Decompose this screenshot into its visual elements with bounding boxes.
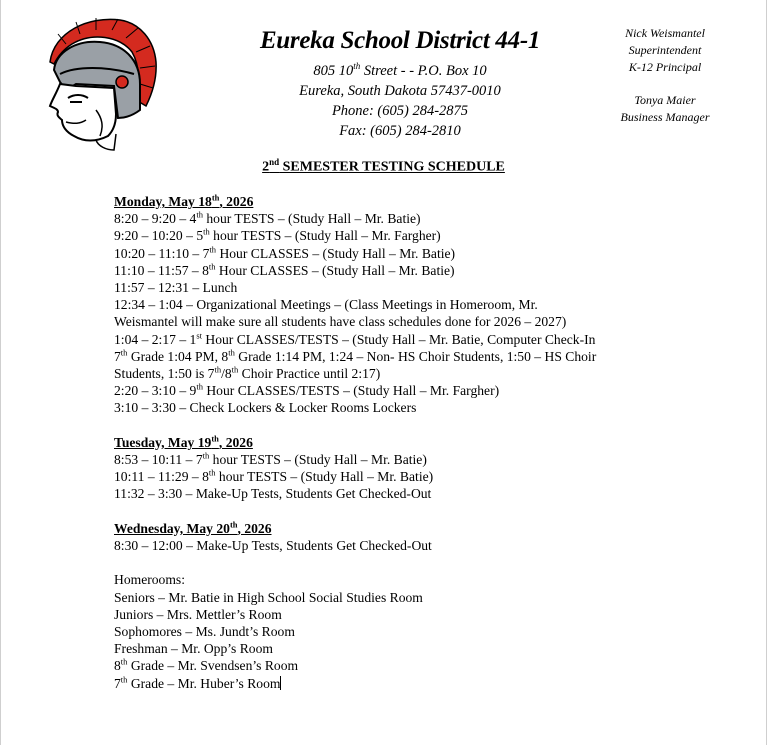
- staff-block: [600, 25, 730, 126]
- monday-schedule-line: 11:10 – 11:57 – 8th Hour CLASSES – (Study Hall – Mr. Batie): [114, 261, 455, 278]
- spartan-helmet-icon: [36, 14, 158, 154]
- city-address: Eureka, South Dakota 57437-0010: [299, 82, 501, 99]
- phone-number: Phone: (605) 284-2875: [331, 102, 469, 119]
- business-manager-title: Business Manager: [620, 110, 710, 124]
- tuesday-heading: Tuesday, May 19th, 2026: [114, 433, 253, 450]
- wednesday-schedule-line: 8:30 – 12:00 – Make-Up Tests, Students Get Checked-Out: [114, 538, 432, 554]
- monday-schedule-line: 1:04 – 2:17 – 1st Hour CLASSES/TESTS – (Study Hall – Mr. Batie, Computer Check-In: [114, 330, 596, 347]
- monday-schedule-line: 10:20 – 11:10 – 7th Hour CLASSES – (Study Hall – Mr. Batie): [114, 244, 456, 261]
- street-address: 805 10th Street - - P.O. Box 10: [313, 61, 487, 79]
- homerooms-schedule-line: Juniors – Mrs. Mettler’s Room: [114, 606, 282, 622]
- homerooms-section: [114, 571, 734, 691]
- tuesday-schedule-line: 10:11 – 11:29 – 8th hour TESTS – (Study Hall – Mr. Batie): [114, 467, 434, 485]
- homerooms-schedule-line: Sophomores – Ms. Jundt’s Room: [114, 624, 295, 640]
- homerooms-heading: Homerooms:: [114, 572, 185, 588]
- monday-heading: Monday, May 18th, 2026: [114, 192, 254, 209]
- monday-schedule-line: 8:20 – 9:20 – 4th hour TESTS – (Study Hall – Mr. Batie): [114, 209, 421, 227]
- homerooms-schedule-line: Freshman – Mr. Opp’s Room: [114, 641, 273, 657]
- letterhead: [240, 26, 560, 141]
- tuesday-section: [114, 434, 734, 503]
- superintendent-title: Superintendent: [628, 43, 702, 57]
- text-cursor: [280, 676, 281, 690]
- district-name: Eureka School District 44-1: [259, 27, 541, 54]
- superintendent-name: Nick Weismantel: [625, 26, 705, 40]
- monday-schedule-line: 2:20 – 3:10 – 9th Hour CLASSES/TESTS – (Study Hall – Mr. Fargher): [114, 381, 500, 399]
- monday-schedule-line: 3:10 – 3:30 – Check Lockers & Locker Rooms Lockers: [114, 400, 417, 416]
- schedule-title: 2nd SEMESTER TESTING SCHEDULE: [262, 157, 505, 175]
- monday-schedule-line: 9:20 – 10:20 – 5th hour TESTS – (Study Hall – Mr. Fargher): [114, 226, 441, 244]
- fax-number: Fax: (605) 284-2810: [339, 122, 461, 139]
- tuesday-schedule-line: 11:32 – 3:30 – Make-Up Tests, Students Get Checked-Out: [114, 486, 432, 502]
- principal-title: K-12 Principal: [628, 60, 702, 74]
- monday-schedule-line: 12:34 – 1:04 – Organizational Meetings – (Class Meetings in Homeroom, Mr.: [114, 297, 538, 313]
- homerooms-schedule-line: 7th Grade – Mr. Huber’s Room: [114, 674, 281, 691]
- monday-schedule-line: 7th Grade 1:04 PM, 8th Grade 1:14 PM, 1:24 – Non- HS Choir Students, 1:50 – HS Choir: [114, 347, 597, 364]
- wednesday-heading: Wednesday, May 20th, 2026: [114, 519, 272, 536]
- tuesday-schedule-line: 8:53 – 10:11 – 7th hour TESTS – (Study Hall – Mr. Batie): [114, 450, 427, 468]
- schedule-body: [114, 193, 734, 692]
- homerooms-schedule-line: 8th Grade – Mr. Svendsen’s Room: [114, 656, 299, 674]
- monday-schedule-line: Students, 1:50 is 7th/8th Choir Practice until 2:17): [114, 364, 381, 382]
- monday-section: [114, 193, 734, 417]
- business-manager-name: Tonya Maier: [634, 93, 696, 107]
- monday-schedule-line: 11:57 – 12:31 – Lunch: [114, 280, 238, 296]
- wednesday-section: [114, 520, 734, 554]
- homerooms-schedule-line: Seniors – Mr. Batie in High School Social Studies Room: [114, 589, 423, 605]
- monday-schedule-line: Weismantel will make sure all students have class schedules done for 2026 – 2027): [114, 314, 567, 330]
